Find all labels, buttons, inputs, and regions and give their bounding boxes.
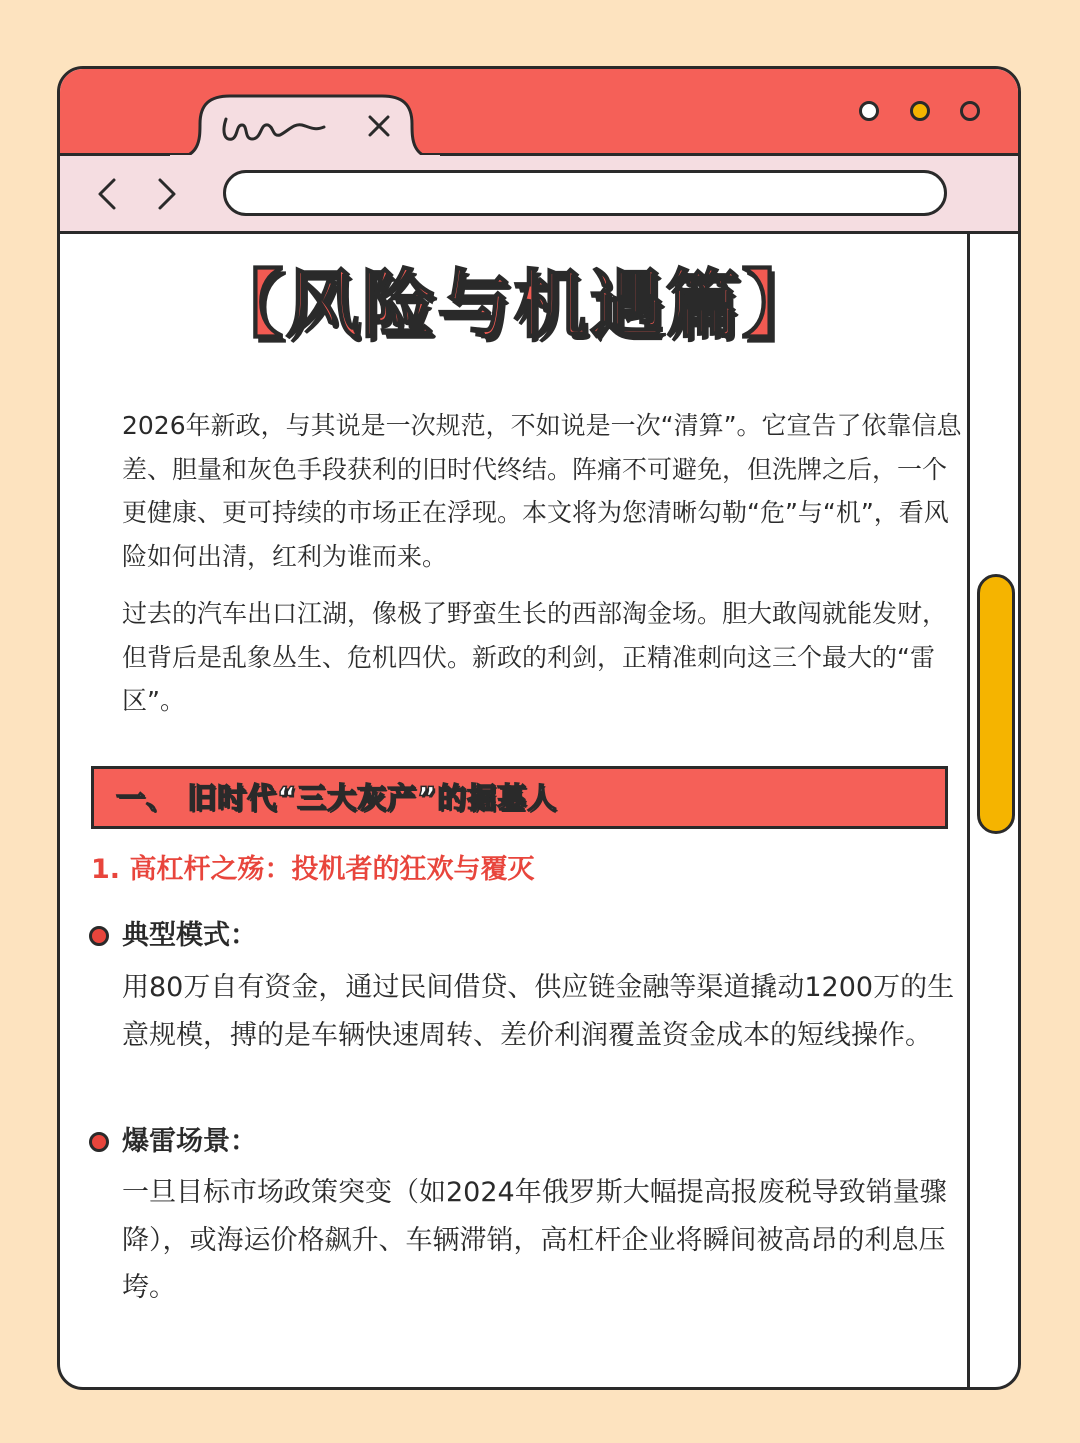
scrollbar-track bbox=[967, 234, 970, 1390]
section-title: 一、 旧时代“三大灰产”的掘墓人 bbox=[116, 781, 558, 815]
scribble-icon bbox=[220, 109, 330, 143]
subheading: 1. 高杠杆之殇：投机者的狂欢与覆灭 bbox=[91, 854, 535, 885]
bullet-title: 爆雷场景： bbox=[122, 1126, 257, 1157]
bullet-dot-icon bbox=[89, 926, 109, 946]
page-title: 【风险与机遇篇】 bbox=[209, 262, 818, 348]
bullet-body: 用80万自有资金，通过民间借贷、供应链金融等渠道撬动1200万的生意规模，搏的是车辆快速周转、差价利润覆盖资金成本的短线操作。 bbox=[122, 972, 955, 1051]
section-banner bbox=[91, 766, 948, 829]
address-bar[interactable] bbox=[223, 170, 947, 216]
nav-bar bbox=[60, 156, 1018, 234]
page-content bbox=[60, 234, 967, 1390]
window-dot-red[interactable] bbox=[960, 101, 980, 121]
chevron-right-icon[interactable] bbox=[152, 176, 182, 212]
bullet-dot-icon bbox=[89, 1132, 109, 1152]
window-dot-white[interactable] bbox=[859, 101, 879, 121]
bullet-title: 典型模式： bbox=[122, 920, 257, 951]
browser-window bbox=[57, 66, 1021, 1390]
title-bar bbox=[60, 69, 1018, 156]
intro-paragraph-2: 过去的汽车出口江湖，像极了野蛮生长的西部淘金场。胆大敢闯就能发财，但背后是乱象丛生、危机四伏。新政的利剑，正精准刺向这三个最大的“雷区”。 bbox=[122, 599, 948, 715]
close-icon[interactable] bbox=[362, 109, 396, 143]
bullet-body: 一旦目标市场政策突变（如2024年俄罗斯大幅提高报废税导致销量骤降），或海运价格飙升、车辆滞销，高杠杆企业将瞬间被高昂的利息压垮。 bbox=[122, 1177, 947, 1303]
scrollbar-thumb[interactable] bbox=[977, 574, 1015, 834]
intro-paragraph-1: 2026年新政，与其说是一次规范，不如说是一次“清算”。它宣告了依靠信息差、胆量和灰色手段获利的旧时代终结。阵痛不可避免，但洗牌之后，一个更健康、更可持续的市场正在浮现。本文将为您清晰勾勒“危”与“机”，看风险如何出清，红利为谁而来。 bbox=[122, 411, 962, 571]
chevron-left-icon[interactable] bbox=[92, 176, 122, 212]
window-dot-yellow[interactable] bbox=[910, 101, 930, 121]
